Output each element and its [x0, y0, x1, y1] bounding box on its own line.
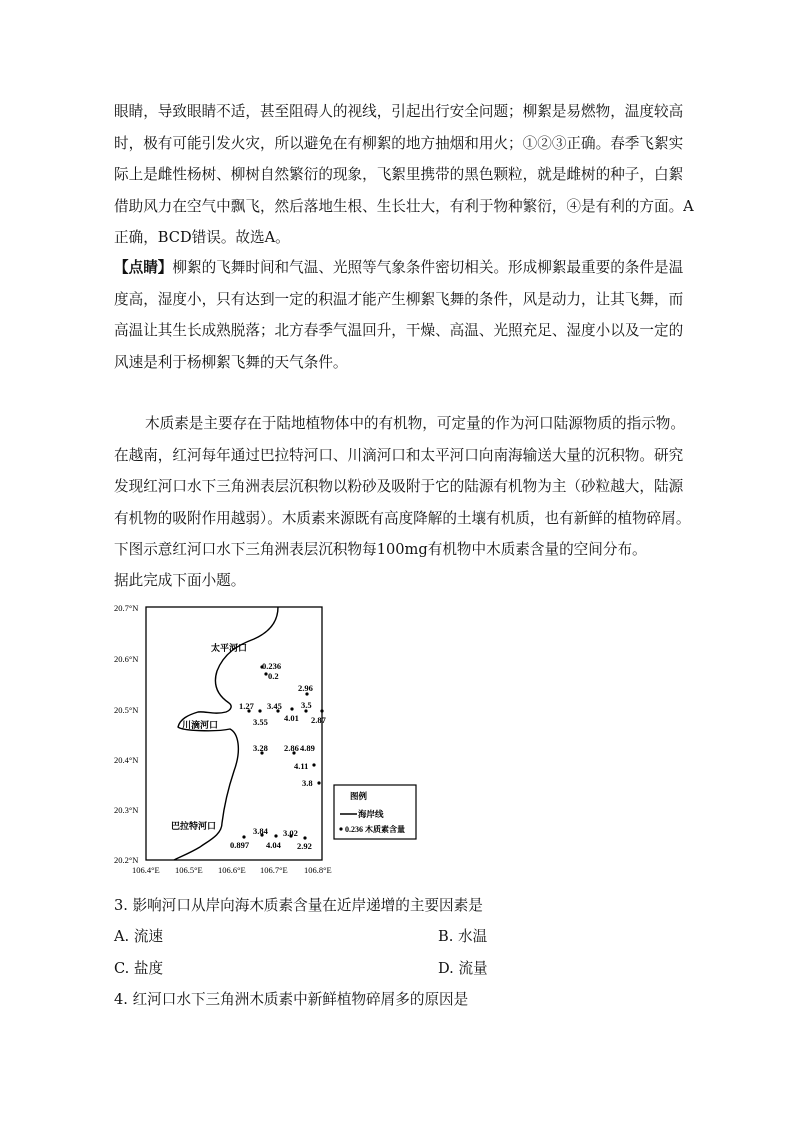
sample-value: 3.5 — [301, 700, 312, 710]
estuary-label-balate: 巴拉特河口 — [171, 821, 217, 831]
lignin-distribution-map — [112, 603, 422, 875]
question-3-option-b: B. 水温 — [438, 928, 488, 945]
paragraph-instruction: 据此完成下面小题。 — [114, 572, 246, 589]
sample-point — [303, 836, 306, 839]
sample-point — [320, 709, 323, 712]
sample-value: 3.02 — [283, 828, 298, 838]
sample-value: 4.11 — [294, 761, 309, 771]
y-label-2: 20.5°N — [114, 705, 139, 715]
sample-value: 3.55 — [253, 717, 268, 727]
sample-value: 2.92 — [297, 841, 312, 851]
paragraph-answer-explanation: 眼睛，导致眼睛不适，甚至阻碍人的视线，引起出行安全问题；柳絮是易燃物，温度较高时，极有可能引发火灾，所以避免在有柳絮的地方抽烟和用火；①②③正确。春季飞絮实际上是雌性杨树、柳树自然繁衍的现象，飞絮里携带的黑色颗粒，就是雌树的种子，白絮借助风力在空气中飘飞，然后落地生根、生长壮大，有利于物种繁衍，④是有利的方面。A正确，BCD错误。故选A。 — [114, 103, 694, 246]
y-label-4: 20.3°N — [114, 805, 139, 815]
sample-value: 2.86 — [284, 743, 299, 753]
sample-value: 4.89 — [300, 743, 315, 753]
paragraph-dianjing — [114, 252, 694, 378]
sample-value: 3.84 — [253, 826, 268, 836]
estuary-label-taiping: 太平河口 — [211, 643, 248, 653]
dianjing-label: 【点睛】 — [114, 259, 173, 276]
sample-value: 2.96 — [298, 683, 313, 693]
paragraph-material: 木质素是主要存在于陆地植物体中的有机物，可定量的作为河口陆源物质的指示物。在越南，红河每年通过巴拉特河口、川滴河口和太平河口向南海输送大量的沉积物。研究发现红河口水下三角洲表层沉积物以粉砂及吸附于它的陆源有机物为主（砂粒越大，陆源有机物的吸附作用越弱）。木质素来源既有高度降解的土壤有机质，也有新鲜的植物碎屑。下图示意红河口水下三角洲表层沉积物每100mg有机物中木质素含量的空间分布。 — [114, 415, 691, 558]
sample-value: 3.8 — [302, 778, 313, 788]
sample-value: 1.27 — [239, 701, 254, 711]
sample-values — [230, 661, 327, 851]
legend-point — [339, 827, 342, 830]
question-4-stem: 4. 红河口水下三角洲木质素中新鲜植物碎屑多的原因是 — [114, 991, 469, 1008]
legend-title: 图例 — [350, 791, 368, 801]
sample-point — [317, 781, 320, 784]
x-label-1: 106.5°E — [175, 865, 203, 875]
x-label-3: 106.7°E — [260, 865, 288, 875]
sample-point — [242, 835, 245, 838]
sample-value: 3.45 — [267, 701, 282, 711]
y-label-3: 20.4°N — [114, 755, 139, 765]
y-label-0: 20.7°N — [114, 603, 139, 613]
legend-sample: 0.236 木质素含量 — [345, 825, 405, 834]
sample-value: 4.01 — [284, 713, 299, 723]
question-3-option-d: D. 流量 — [438, 960, 488, 977]
question-3-stem: 3. 影响河口从岸向海木质素含量在近岸递增的主要因素是 — [114, 897, 483, 914]
question-3-option-c: C. 盐度 — [114, 960, 164, 977]
legend-coastline: 海岸线 — [358, 809, 384, 819]
sample-value: 2.87 — [311, 715, 326, 725]
dianjing-text: 柳絮的飞舞时间和气温、光照等气象条件密切相关。形成柳絮最重要的条件是温度高，湿度小，只有达到一定的积温才能产生柳絮飞舞的条件，风是动力，让其飞舞，而高温让其生长成熟脱落；北方春季气温回升，干燥、高温、光照充足、湿度小以及一定的风速是利于杨柳絮飞舞的天气条件。 — [114, 259, 684, 371]
y-label-1: 20.6°N — [114, 654, 139, 664]
x-label-4: 106.8°E — [304, 865, 332, 875]
map-legend — [334, 785, 416, 839]
sample-point — [274, 834, 277, 837]
x-label-2: 106.6°E — [218, 865, 246, 875]
sample-point — [258, 709, 261, 712]
sample-point — [290, 707, 293, 710]
sample-value: 0.236 — [262, 661, 282, 671]
estuary-label-chuandi: 川滴河口 — [182, 720, 219, 730]
question-3-option-a: A. 流速 — [114, 928, 164, 945]
sample-value: 3.28 — [253, 743, 268, 753]
sample-point — [312, 763, 315, 766]
sample-value: 0.897 — [230, 840, 250, 850]
y-label-5: 20.2°N — [114, 855, 139, 865]
x-label-0: 106.4°E — [132, 865, 160, 875]
sample-value: 4.04 — [266, 840, 281, 850]
sample-value: 0.2 — [268, 671, 279, 681]
